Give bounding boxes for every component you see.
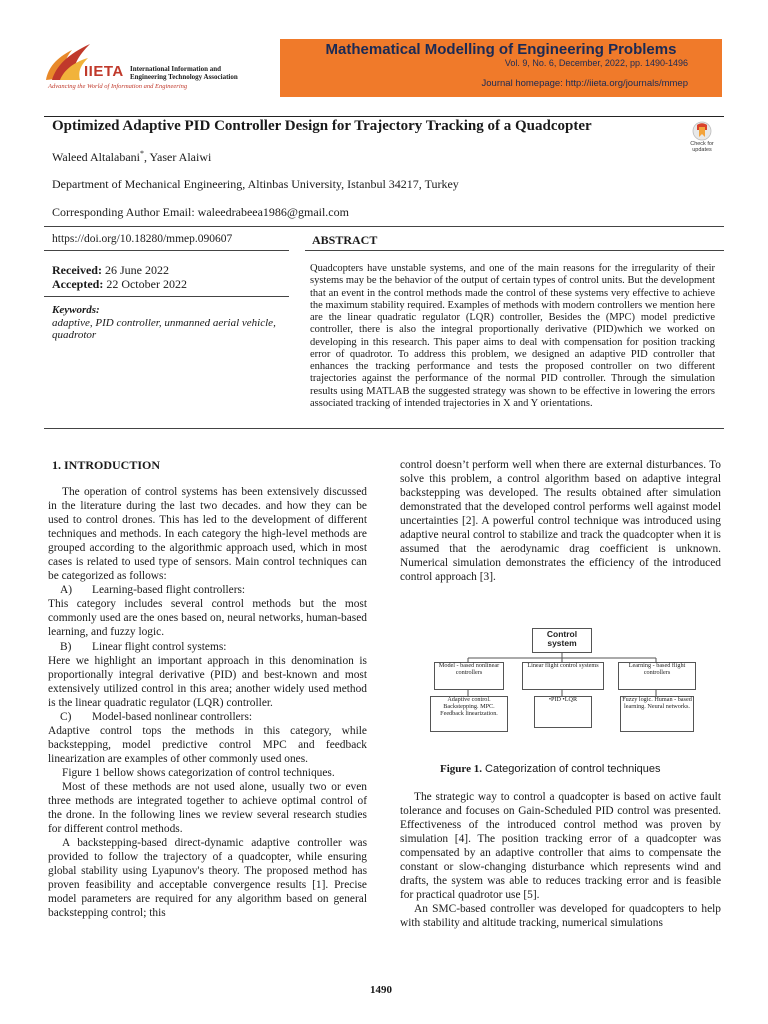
divider (44, 250, 289, 251)
iieta-logo (38, 40, 273, 92)
diagram-root-node: Control system (532, 628, 592, 653)
divider (44, 296, 289, 297)
abstract-heading: ABSTRACT (312, 233, 378, 247)
journal-title: Mathematical Modelling of Engineering Problems (325, 41, 677, 58)
bookmark-icon (684, 120, 720, 142)
journal-banner (280, 39, 722, 97)
diagram-node-learning: Learning - based flight controllers (618, 662, 696, 690)
paper-title: Optimized Adaptive PID Controller Design for Trajectory Tracking of a Quadcopter (52, 118, 592, 134)
right-column-top: control doesn’t perform well when there are external disturbances. To solve this problem, a control algorithm based on adaptive integral backstepping was developed. The results obtained after simulation demonstrated that the developed control performs well against model uncertainties [2]. A powerful control technique was introduced using adaptive neural control to stabilize and track the quadcopter when it is assumed that the aerodynamic drag coefficient is unknown. Numerical simulation demonstrates the efficiency of the introduced control approach [3]. (400, 459, 721, 584)
authors: Waleed Altalabani*, Yaser Alaiwi (52, 149, 212, 164)
check-for-updates-badge[interactable] (684, 120, 720, 156)
figure-caption: Figure 1. Categorization of control techniques (440, 763, 661, 775)
corresponding-author: Corresponding Author Email: waleedrabeea1986@gmail.com (52, 205, 349, 219)
affiliation: Department of Mechanical Engineering, Altinbas University, Istanbul 34217, Turkey (52, 177, 459, 191)
figure-1-diagram (426, 622, 698, 734)
diagram-leaf-linear: •PID •LQR (534, 696, 592, 728)
journal-homepage-link[interactable]: Journal homepage: http://iieta.org/journals/mmep (481, 78, 688, 89)
diagram-leaf-model-based: Adaptive control. Backstepping. MPC. Feedback linearization. (430, 696, 508, 732)
logo-tagline: Advancing the World of Information and Engineering (48, 83, 188, 90)
divider (44, 226, 724, 227)
abstract-text: Quadcopters have unstable systems, and one of the main reasons for the irregularity of their systems may be the behavior of the output of certain types of control units. But the development that an event in the control methods made the control of these systems very effective to achieve the maximum stability required. Examples of methods with modern controllers we mention here are the linear quadratic regulator (LQR) controller, Besides the (MPC) model predictive controller, there is also the integral proportionally derivative (PID)which we worked on developing in this research. This paper aims to deal with compensation for position tracking error of quadrotor. To address this problem, we designed an adaptive PID controller that enhances the tracking performance and tests the proposed controller on two different trajectories against the performance of the normal PID controller. Through the simulation results using MATLAB the suggested strategy was shown to be effective in lowering the errors associated tracking of intended trajectories in X and Y orientations. (310, 263, 715, 409)
diagram-node-model-based: Model - based nonlinear controllers (434, 662, 504, 690)
journal-volume: Vol. 9, No. 6, December, 2022, pp. 1490-1496 (504, 58, 688, 68)
diagram-leaf-learning: Fuzzy logic. Human - based learning. Neural networks. (620, 696, 694, 732)
logo-organization: International Information and Engineering Technology Association (130, 65, 238, 81)
check-updates-label: Check for updates (690, 141, 714, 153)
diagram-node-linear: Linear flight control systems (522, 662, 604, 690)
section-heading: 1. INTRODUCTION (52, 458, 161, 472)
dates: Received: 26 June 2022 Accepted: 22 October 2022 (52, 263, 187, 291)
doi-link[interactable]: https://doi.org/10.18280/mmep.090607 (52, 233, 233, 245)
page-number: 1490 (370, 984, 392, 996)
left-column: The operation of control systems has been extensively discussed in the literature during the last two decades. and how they can be used to control drones. This has led to the development of different techniques and methods. In each category the high-level methods are grouped according to the algorithmic approach used, which in most cases is related to used type of sensors. Main control techniques can be categorized as follows: A) Learning-based flight controllers: This category includes several control methods but the most commonly used are the ones based on, neural networks, human-based learning, and fuzzy logic. B) Linear flight control systems: Here we highlight an important approach in this denomination is proportionally integral derivative (PID) and best-known and most extensively utilized control in this area; another widely used method is the linear quadratic regulator (LQR) controller. C) Model-based nonlinear controllers: Adaptive control tops the methods in this category, while backstepping, model predictive control MPC and feedback linearization are examples of other commonly used ones. Figure 1 bellow shows categorization of control techniques. Most of these methods are not used alone, usually two or even three methods are integrated together to achieve optimal control of the drone. In the following lines we review several research studies for different control methods. A backstepping-based direct-dynamic adaptive controller was provided to follow the trajectory of a quadcopter, while ensuring global stability using Lyapunov's theory. The proposed method has proven feasibility and acceptable convergence results [1]. Precise model parameters are required for any algorithm based on general backstepping control; this (48, 486, 367, 920)
keywords: Keywords: adaptive, PID controller, unmanned aerial vehicle, quadrotor (52, 304, 276, 341)
right-column-bottom: The strategic way to control a quadcopter is based on active fault tolerance and focuses on Gain-Scheduled PID control was presented. Effectiveness of the introduced control method was proven by simulation [4]. The position tracking error of a quadcopter was compensated by an adaptive controller that aims to compensate the constant or slow-changing disturbance which represents wind and drafts, the system was able to reduces tracking error and is feasible for practical quadrotor use [5]. An SMC-based controller was developed for quadcopters to help with stability and altitude tracking, numerical simulations (400, 791, 721, 930)
divider (305, 250, 724, 251)
divider (44, 428, 724, 429)
logo-text: IIETA (84, 63, 124, 80)
